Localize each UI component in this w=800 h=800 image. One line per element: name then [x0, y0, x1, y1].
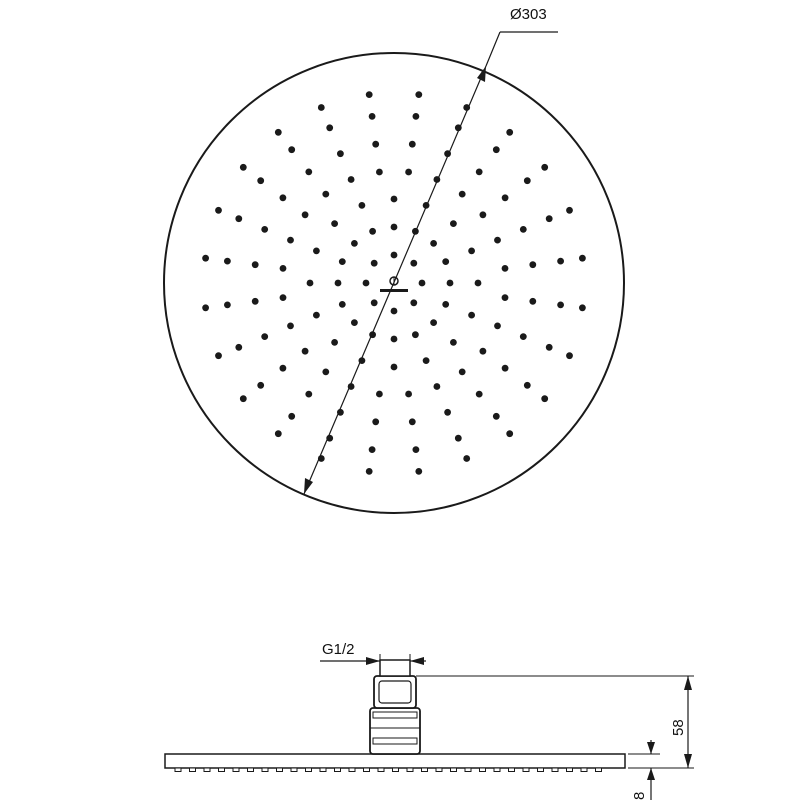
thread-label: G1/2	[322, 641, 355, 658]
nozzle-dot	[348, 176, 355, 183]
nozzle-dot	[371, 260, 378, 267]
connector	[370, 660, 420, 754]
side-nozzle	[204, 768, 210, 772]
nozzle-dot	[372, 141, 379, 148]
nozzle-dot	[202, 255, 209, 262]
side-nozzle	[436, 768, 442, 772]
side-nozzle	[277, 768, 283, 772]
nozzle-dot	[366, 91, 373, 98]
nozzle-dot	[202, 304, 209, 311]
nozzle-dot	[442, 301, 449, 308]
side-nozzle	[465, 768, 471, 772]
nozzle-dot	[450, 339, 457, 346]
nozzle-dot	[529, 298, 536, 305]
side-nozzle	[596, 768, 602, 772]
nozzle-dot	[447, 280, 454, 287]
nozzle-dot	[280, 365, 287, 372]
side-nozzle	[291, 768, 297, 772]
nozzle-dot	[366, 468, 373, 475]
side-nozzle	[567, 768, 573, 772]
nozzle-dot	[502, 194, 509, 201]
side-nozzle	[306, 768, 312, 772]
nozzle-dot	[566, 352, 573, 359]
side-nozzle	[219, 768, 225, 772]
nozzle-dot	[502, 365, 509, 372]
nozzle-dot	[410, 299, 417, 306]
nozzle-dot	[275, 430, 282, 437]
nozzle-dot	[215, 352, 222, 359]
nozzle-dot	[409, 141, 416, 148]
nozzle-dot	[376, 169, 383, 176]
nozzle-dot	[372, 418, 379, 425]
diameter-label: Ø303	[510, 6, 547, 23]
nozzle-dot	[302, 211, 309, 218]
nozzle-dot	[502, 265, 509, 272]
nozzle-dot	[331, 220, 338, 227]
thread-pipe	[380, 660, 410, 676]
nozzle-dot	[363, 280, 370, 287]
plate-thickness-label: 8	[631, 791, 648, 800]
nozzle-dot	[275, 129, 282, 136]
nozzle-dot	[502, 294, 509, 301]
nozzle-dot	[326, 124, 333, 131]
ball-joint-housing	[370, 708, 420, 754]
nozzle-dot	[287, 237, 294, 244]
nozzle-dot	[322, 191, 329, 198]
nozzle-dot	[288, 146, 295, 153]
nozzle-dot	[351, 240, 358, 247]
nozzle-dot	[494, 323, 501, 330]
nozzle-dot	[579, 255, 586, 262]
nozzle-dot	[430, 319, 437, 326]
nozzle-dot	[391, 224, 398, 231]
nozzle-dot	[240, 164, 247, 171]
nozzle-dot	[235, 215, 242, 222]
nozzle-dot	[331, 339, 338, 346]
nozzle-dot	[337, 150, 344, 157]
nozzle-dot	[459, 369, 466, 376]
nozzle-dot	[339, 301, 346, 308]
nozzle-dot	[369, 113, 376, 120]
nozzle-dot	[494, 237, 501, 244]
nozzle-dot	[468, 312, 475, 319]
shower-plate	[165, 754, 625, 768]
nozzle-dot	[391, 308, 398, 315]
side-nozzle	[480, 768, 486, 772]
side-nozzle	[364, 768, 370, 772]
nozzle-dot	[405, 391, 412, 398]
nozzle-dot	[459, 191, 466, 198]
side-nozzle	[581, 768, 587, 772]
nozzle-dot	[215, 207, 222, 214]
side-nozzle	[422, 768, 428, 772]
nozzle-dot	[313, 312, 320, 319]
side-view	[165, 641, 694, 800]
nozzle-dot	[463, 455, 470, 462]
nozzle-dot	[313, 248, 320, 255]
nozzle-dot	[529, 261, 536, 268]
nozzle-dot	[468, 248, 475, 255]
nozzle-dot	[557, 302, 564, 309]
nozzle-dot	[257, 382, 264, 389]
nozzle-dot	[506, 430, 513, 437]
nozzle-dot	[252, 261, 259, 268]
diameter-leader	[486, 32, 500, 66]
thread-arrow-right	[410, 657, 424, 665]
side-nozzle	[509, 768, 515, 772]
side-nozzle	[190, 768, 196, 772]
side-nozzle	[393, 768, 399, 772]
side-nozzle	[175, 768, 181, 772]
nozzle-dot	[369, 446, 376, 453]
nozzle-dot	[541, 164, 548, 171]
nozzle-dot	[369, 228, 376, 235]
nozzle-dot	[480, 348, 487, 355]
nozzle-dot	[409, 418, 416, 425]
nozzle-dot	[288, 413, 295, 420]
nozzle-dot	[252, 298, 259, 305]
side-nozzle	[538, 768, 544, 772]
nozzle-dot	[302, 348, 309, 355]
nozzle-dot	[480, 211, 487, 218]
nozzle-dot	[455, 435, 462, 442]
nozzle-dot	[546, 344, 553, 351]
nozzle-dot	[224, 258, 231, 265]
nozzle-dot	[413, 446, 420, 453]
nozzle-dot	[546, 215, 553, 222]
nozzle-dot	[423, 357, 430, 364]
brand-logo	[380, 277, 408, 292]
height-arrow-top	[684, 676, 692, 690]
nozzle-dot	[235, 344, 242, 351]
thread-arrow-left	[366, 657, 380, 665]
nozzle-dot	[261, 226, 268, 233]
nozzle-dot	[257, 177, 264, 184]
nozzle-dot	[305, 391, 312, 398]
side-nozzle	[407, 768, 413, 772]
nozzle-dot	[391, 364, 398, 371]
nozzle-dot	[391, 196, 398, 203]
nozzle-dot	[520, 226, 527, 233]
thickness-arrow-top	[647, 742, 655, 754]
nozzle-dot	[280, 194, 287, 201]
nozzle-dot	[506, 129, 513, 136]
nozzle-dot	[307, 280, 314, 287]
nozzle-dot	[476, 169, 483, 176]
nozzle-dot	[305, 169, 312, 176]
plate-thickness-dimension	[628, 740, 660, 800]
side-nozzle	[552, 768, 558, 772]
nozzle-dot	[335, 280, 342, 287]
side-nozzle	[335, 768, 341, 772]
thickness-arrow-bottom	[647, 768, 655, 780]
nozzle-dot	[261, 333, 268, 340]
nozzle-dot	[415, 91, 422, 98]
nozzle-dot	[322, 369, 329, 376]
side-nozzle	[262, 768, 268, 772]
nozzle-dot	[371, 299, 378, 306]
side-nozzle	[451, 768, 457, 772]
side-nozzle	[248, 768, 254, 772]
nozzle-dot	[520, 333, 527, 340]
nozzle-dot	[566, 207, 573, 214]
nozzle-dot	[524, 382, 531, 389]
side-nozzle	[378, 768, 384, 772]
nozzle-dot	[412, 331, 419, 338]
top-view	[164, 6, 624, 513]
nozzle-dot	[430, 240, 437, 247]
nozzle-dot	[434, 383, 441, 390]
nozzle-dot	[376, 391, 383, 398]
diameter-arrow-bottom	[304, 478, 313, 494]
nozzle-dot	[476, 391, 483, 398]
nozzle-dot	[419, 280, 426, 287]
nozzle-dot	[280, 294, 287, 301]
nozzle-dot	[359, 202, 366, 209]
nozzle-dot	[413, 113, 420, 120]
nozzle-dot	[444, 409, 451, 416]
thread-dimension	[320, 641, 426, 665]
nozzle-dot	[450, 220, 457, 227]
nozzle-dot	[541, 395, 548, 402]
nozzle-dot	[224, 302, 231, 309]
nozzle-dot	[280, 265, 287, 272]
nozzle-dot	[475, 280, 482, 287]
nozzle-dot	[493, 413, 500, 420]
nozzle-dot	[391, 336, 398, 343]
side-nozzle	[233, 768, 239, 772]
side-nozzle	[494, 768, 500, 772]
nozzle-dot	[415, 468, 422, 475]
nozzle-dot	[579, 304, 586, 311]
nozzle-dot	[339, 258, 346, 265]
nozzle-dot	[410, 260, 417, 267]
side-nozzle	[320, 768, 326, 772]
nozzle-dot	[524, 177, 531, 184]
height-label: 58	[670, 719, 687, 736]
side-nozzle	[523, 768, 529, 772]
nozzle-dot	[318, 104, 325, 111]
nozzle-dot	[557, 258, 564, 265]
nozzle-dot	[287, 323, 294, 330]
nozzle-dot	[442, 258, 449, 265]
nozzle-dot	[240, 395, 247, 402]
nozzle-dot	[351, 319, 358, 326]
diameter-dimension	[304, 6, 558, 494]
nozzle-dot	[493, 146, 500, 153]
nozzle-dot	[391, 252, 398, 259]
nozzle-dot	[405, 169, 412, 176]
height-arrow-bottom	[684, 754, 692, 768]
side-nozzle	[349, 768, 355, 772]
